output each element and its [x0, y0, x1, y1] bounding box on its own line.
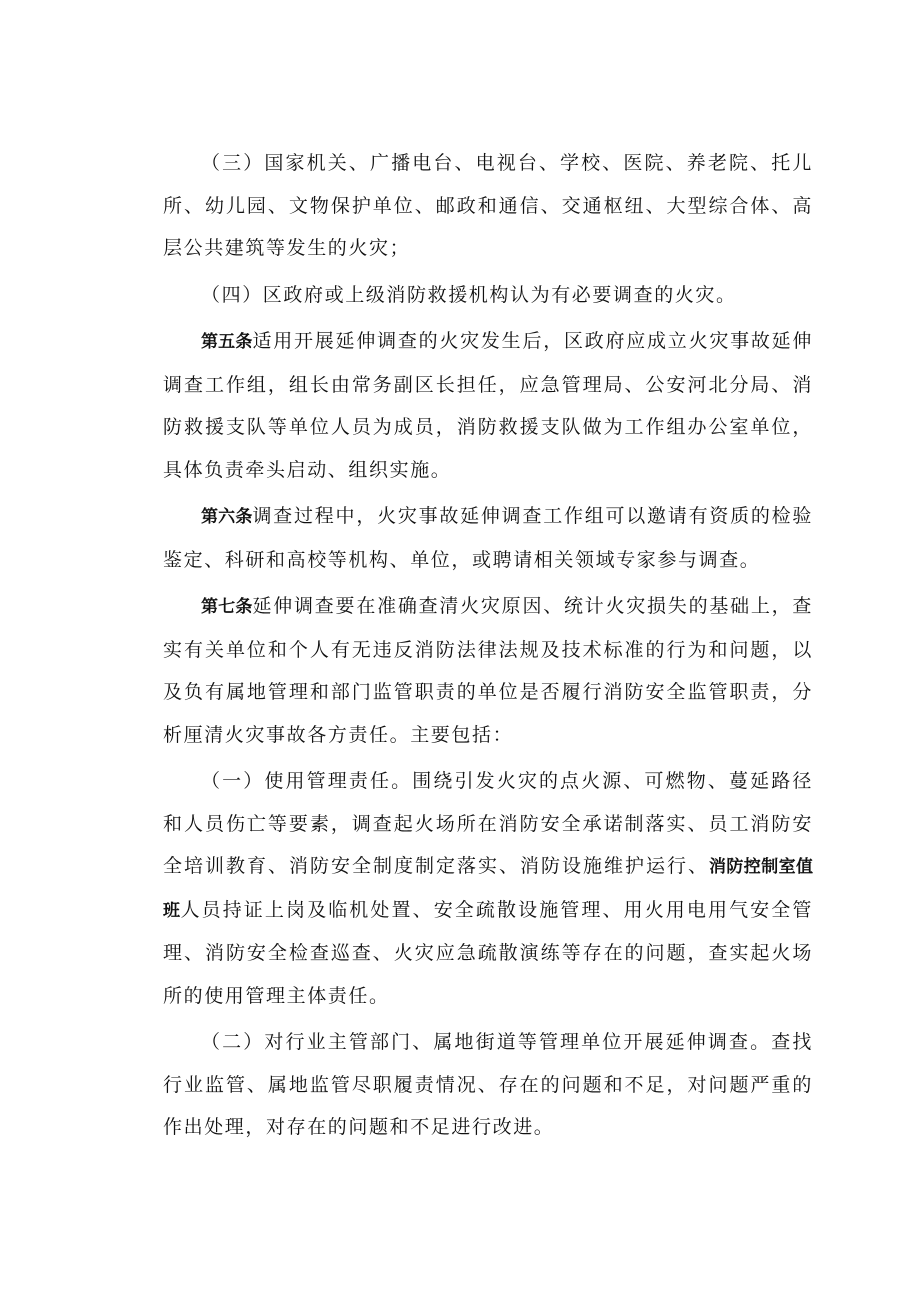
sub-item-2 — [163, 1021, 813, 1149]
paragraph-text: （四）区政府或上级消防救援机构认为有必要调查的火灾。 — [201, 283, 737, 306]
article-5 — [163, 320, 813, 491]
article-text: 调查过程中，火灾事故延伸调查工作组可以邀请有资质的检验鉴定、科研和高校等机构、单位，或聘请相关领域专家参与调查。 — [163, 505, 814, 571]
paragraph-text: （二）对行业主管部门、属地街道等管理单位开展延伸调查。查找行业监管、属地监管尽职履责情况、存在的问题和不足，对问题严重的作出处理，对存在的问题和不足进行改进。 — [163, 1031, 813, 1138]
article-7 — [163, 585, 813, 756]
article-label: 第七条 — [201, 597, 253, 617]
article-text: 适用开展延伸调查的火灾发生后，区政府应成立火灾事故延伸调查工作组，组长由常务副区长担任，应急管理局、公安河北分局、消防救援支队等单位人员为成员，消防救援支队做为工作组办公室单位，具体负责牵头启动、组织实施。 — [163, 330, 814, 481]
document-body — [163, 142, 813, 1149]
paragraph-item-3 — [163, 142, 813, 270]
paragraph-text: （一）使用管理责任。围绕引发火灾的点火源、可燃物、蔓延路径和人员伤亡等要素，调查起火场所在消防安全承诺制落实、员工消防安全培训教育、消防安全制度制定落实、消防设施维护运行、 — [163, 770, 813, 877]
article-text: 延伸调查要在准确查清火灾原因、统计火灾损失的基础上，查实有关单位和个人有无违反消防法律法规及技术标准的行为和问题，以及负有属地管理和部门监管职责的单位是否履行消防安全监管职责，分析厘清火灾事故各方责任。主要包括： — [163, 595, 814, 746]
highlighted-text: 消防控制室值班 — [163, 857, 813, 921]
article-label: 第五条 — [201, 332, 253, 352]
article-6 — [163, 495, 813, 581]
sub-item-1 — [163, 760, 813, 1017]
article-label: 第六条 — [201, 507, 253, 527]
paragraph-item-4 — [163, 274, 813, 317]
paragraph-text: （三）国家机关、广播电台、电视台、学校、医院、养老院、托儿所、幼儿园、文物保护单位、邮政和通信、交通枢纽、大型综合体、高层公共建筑等发生的火灾； — [163, 152, 813, 259]
paragraph-text: 人员持证上岗及临机处置、安全疏散设施管理、用火用电用气安全管理、消防安全检查巡查、火灾应急疏散演练等存在的问题，查实起火场所的使用管理主体责任。 — [163, 898, 813, 1007]
